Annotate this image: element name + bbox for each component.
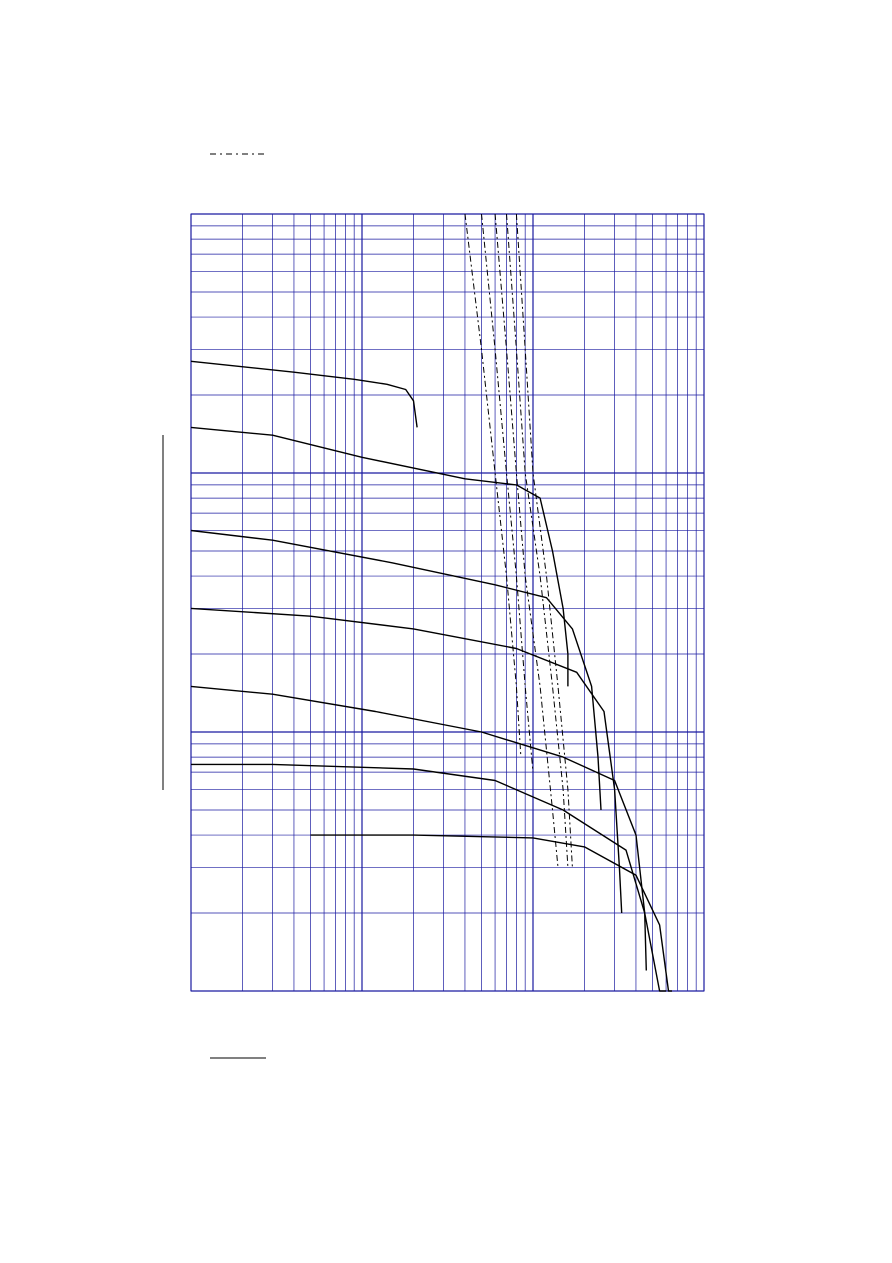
plot-area bbox=[191, 214, 704, 991]
plot-frame bbox=[191, 214, 704, 991]
